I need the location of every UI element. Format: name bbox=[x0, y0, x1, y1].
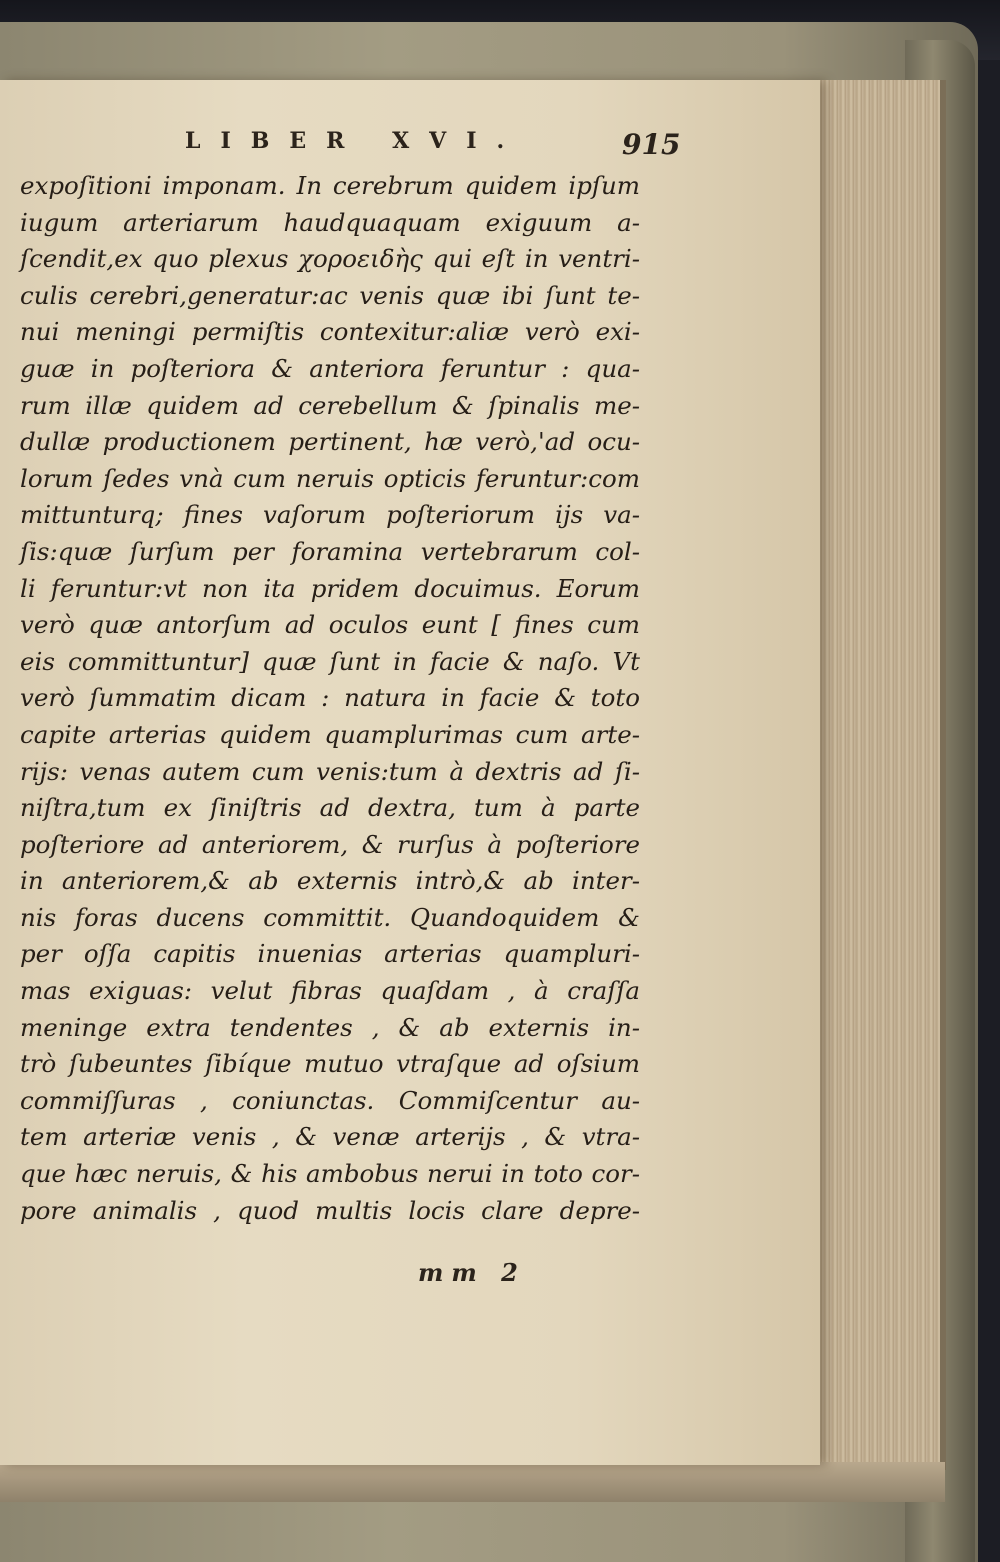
text-line: meninge extra tendentes , & ab externis in- bbox=[20, 1012, 640, 1042]
text-line: tem arteriæ venis , & venæ arterijs , & vtra- bbox=[20, 1122, 640, 1152]
text-line: que hæc neruis, & his ambobus nerui in toto cor- bbox=[20, 1159, 640, 1189]
text-line: per oſſa capitis inuenias arterias quampluri- bbox=[20, 939, 640, 969]
text-line: commiſſuras , coniunctas. Commiſcentur au- bbox=[20, 1085, 640, 1115]
text-line: poſteriore ad anteriorem, & rurſus à poſteriore bbox=[20, 829, 640, 859]
text-line: trò ſubeuntes ſibíque mutuo vtraſque ad oſsium bbox=[20, 1049, 640, 1079]
text-line: nis foras ducens committit. Quandoquidem & bbox=[20, 902, 640, 932]
text-line: pore animalis , quod multis locis clare depre- bbox=[20, 1195, 640, 1225]
text-line: iugum arteriarum haudquaquam exiguum a- bbox=[20, 207, 640, 237]
text-line: ſcendit,ex quo plexus χοροειδὴς qui eſt in ventri- bbox=[20, 244, 640, 274]
page-header bbox=[0, 128, 820, 168]
text-line: dullæ productionem pertinent, hæ verò,'ad ocu- bbox=[20, 427, 640, 457]
page-edges-bottom bbox=[0, 1462, 945, 1502]
text-line: nui meningi permiſtis contexitur:aliæ verò exi- bbox=[20, 317, 640, 347]
text-line: in anteriorem,& ab externis intrò,& ab inter- bbox=[20, 866, 640, 896]
text-block bbox=[20, 168, 640, 1229]
text-line: ſis:quæ ſurſum per foramina vertebrarum col- bbox=[20, 536, 640, 566]
page-number: 915 bbox=[622, 128, 681, 161]
text-line: guæ in poſteriora & anteriora feruntur : qua- bbox=[20, 353, 640, 383]
text-line: verò quæ antorſum ad oculos eunt [ fines cum bbox=[20, 610, 640, 640]
text-line: verò ſummatim dicam : natura in facie & toto bbox=[20, 683, 640, 713]
text-line: culis cerebri,generatur:ac venis quæ ibi ſunt te- bbox=[20, 280, 640, 310]
text-line: niſtra,tum ex ſiniſtris ad dextra, tum à parte bbox=[20, 793, 640, 823]
text-line: rum illæ quidem ad cerebellum & ſpinalis me- bbox=[20, 390, 640, 420]
text-line: eis committuntur] quæ ſunt in facie & naſo. Vt bbox=[20, 646, 640, 676]
text-line: li feruntur:vt non ita pridem docuimus. Eorum bbox=[20, 573, 640, 603]
signature-mark: mm 2 bbox=[418, 1258, 526, 1287]
text-line: expoſitioni imponam. In cerebrum quidem ipſum bbox=[20, 171, 640, 200]
text-line: mas exiguas: velut fibras quaſdam , à craſſa bbox=[20, 976, 640, 1006]
text-line: mittunturq; fines vaſorum poſteriorum ijs va- bbox=[20, 500, 640, 530]
text-line: lorum ſedes vnà cum neruis opticis feruntur:com bbox=[20, 463, 640, 493]
text-line: rijs: venas autem cum venis:tum à dextris ad ſi- bbox=[20, 756, 640, 786]
text-line: capite arterias quidem quamplurimas cum arte- bbox=[20, 719, 640, 749]
running-head: LIBER XVI. bbox=[185, 128, 525, 154]
